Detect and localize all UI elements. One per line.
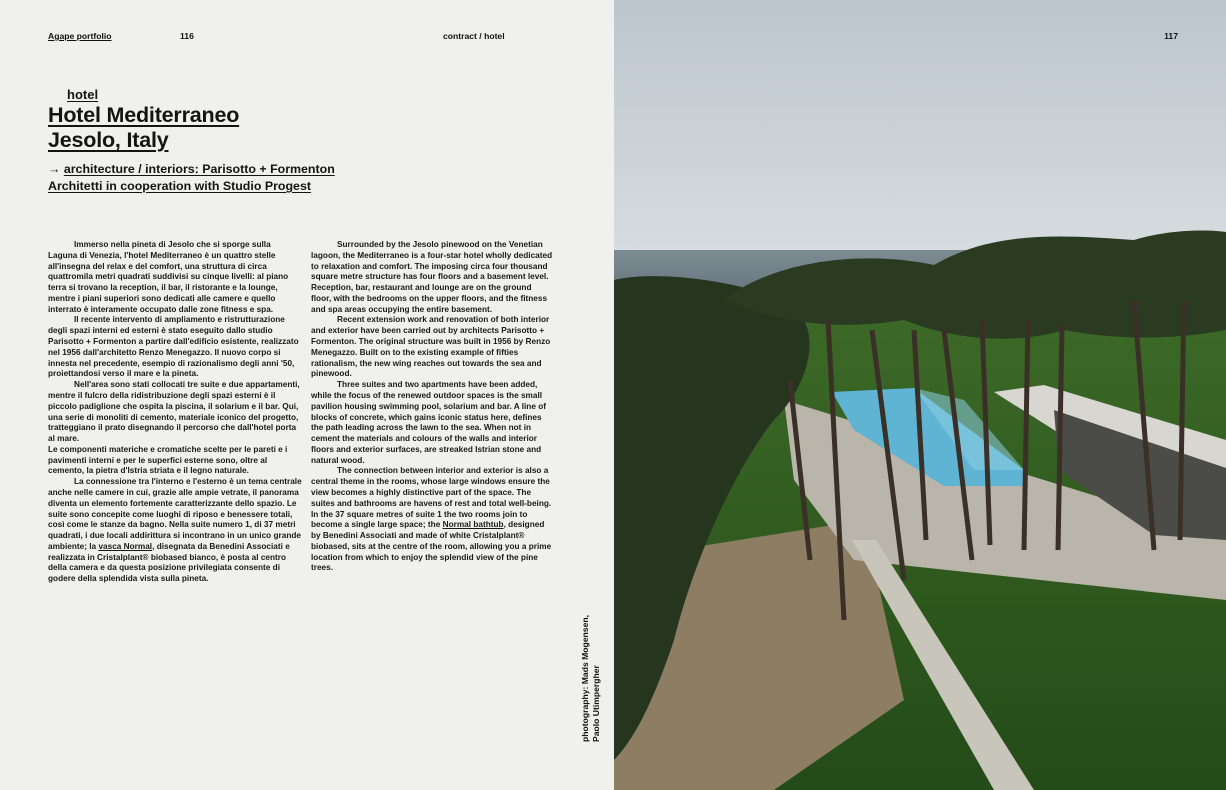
sky (614, 0, 1226, 252)
hotel-photograph (614, 0, 1226, 790)
page-number-right: 117 (1164, 31, 1178, 41)
photo-illustration (614, 0, 1226, 790)
italian-paragraph: Le componenti materiche e cromatiche scelte per le pareti e i pavimenti interni e per le superfici esterne sono, oltre al cemento, la pietra d'Istria striata e il legno naturale. (48, 444, 288, 476)
article-title (48, 103, 239, 153)
english-paragraph: Surrounded by the Jesolo pinewood on the Venetian lagoon, the Mediterraneo is a four-star hotel wholly dedicated to relaxation and comfort. The imposing circa four thousand square metre structure has four floors and a basement level. Reception, bar, restaurant and lounge are on the ground floor, with the bedrooms on the upper floors, and the fitness and spa areas occupying the entire basement. (311, 240, 553, 314)
vasca-normal-link[interactable]: vasca Normal (98, 541, 153, 551)
credit-line-2: Architetti in cooperation with Studio Progest (48, 179, 311, 193)
english-paragraph: Recent extension work and renovation of both interior and exterior have been carried out by architects Parisotto + Formenton. The original structure was built in 1956 by Renzo Menegazzo. Built on to the existing example of fifties rationalism, the new wing reaches out towards the sea and pinewood. (311, 315, 551, 379)
title-line-2: Jesolo, Italy (48, 128, 169, 152)
photo-credit-line-1: photography: Mads Mogensen, (580, 615, 590, 742)
article-kicker: hotel (67, 87, 99, 102)
italian-paragraph: Il recente intervento di ampliamento e ristrutturazione degli spazi interni ed esterni è stato eseguito dallo studio Parisotto + Formenton a partire dall'edificio esistente, realizzato nel 1956 dall'architetto Renzo Menegazzo. Il nuovo corpo si innesta nel precedente, esempio di razionalismo degli anni '50, proiettandosi verso il mare e la pineta. (48, 315, 299, 379)
photo-credit-line-2: Paolo Utimpergher (590, 665, 601, 742)
arrow-icon: → (48, 162, 61, 176)
publication-title: Agape portfolio (48, 31, 112, 41)
italian-paragraph: Nell'area sono stati collocati tre suite e due appartamenti, mentre il fulcro della ridistribuzione degli spazi esterni è il piccolo padiglione che ospita la piscina, il solarium e il bar. Qui, una serie di monoliti di cemento, materiale iconico del progetto, tratteggiano il prato disegnando il percorso che dall'hotel porta al mare. (48, 380, 300, 444)
english-paragraph: The connection between interior and exterior is also a central theme in the rooms, whose large windows ensure the view becomes a highly distinctive part of the space. The suites and bathrooms are havens of rest and total well-being. In the 37 square metres of suite 1 the two rooms join to become a single large space; the Normal bathtub, designed by Benedini Associati and made of white Cristalplant® biobased, sits at the centre of the room, allowing you a prime location from which to enjoy the splendid view of the pine trees. (311, 466, 552, 573)
italian-paragraph: La connessione tra l'interno e l'esterno è un tema centrale anche nelle camere in cui, grazie alle ampie vetrate, il panorama diventa un elemento fortemente caratterizzante dello spazio. Le suite sono concepite come luoghi di riposo e benessere totali, così come le stanze da bagno. Nella suite numero 1, di 37 metri quadrati, i due locali addirittura si incontrano in un unico grande ambiente; la vasca Normal, disegnata da Benedini Associati e realizzata in Cristalplant® biobased bianco, è posta al centro della camera e da questa posizione privilegiata consente di godere della splendida vista sulla pineta. (48, 477, 302, 584)
italian-paragraph: Immerso nella pineta di Jesolo che si sporge sulla Laguna di Venezia, l'hotel Mediterraneo è un quattro stelle all'insegna del relax e del comfort, una struttura di circa quattromila metri quadrati suddivisi su cinque livelli: al piano terra si trovano la reception, il bar, il ristorante e la lounge, mentre i piani superiori sono dedicati alle camere e quello interrato è interamente occupato dalle zone fitness e spa. (48, 240, 289, 314)
page-number-left: 116 (180, 31, 194, 41)
photo-credit (580, 615, 601, 742)
section-label: contract / hotel (443, 31, 505, 41)
english-paragraph: Three suites and two apartments have been added, while the focus of the renewed outdoor spaces is the small pavilion housing swimming pool, solarium and bar. A line of blocks of concrete, which gains iconic status here, defines the path leading across the lawn to the sea. When not in cement the materials and colours of the walls and interior floors and exterior surfaces, are streaked Istrian stone and natural wood. (311, 380, 546, 465)
credit-line-1: → architecture / interiors: Parisotto + Formenton (48, 162, 335, 176)
english-text-column (311, 240, 553, 574)
title-line-1: Hotel Mediterraneo (48, 103, 240, 127)
italian-text-column (48, 240, 302, 585)
architect-credit (48, 161, 335, 195)
normal-bathtub-link[interactable]: Normal bathtub (442, 520, 504, 530)
